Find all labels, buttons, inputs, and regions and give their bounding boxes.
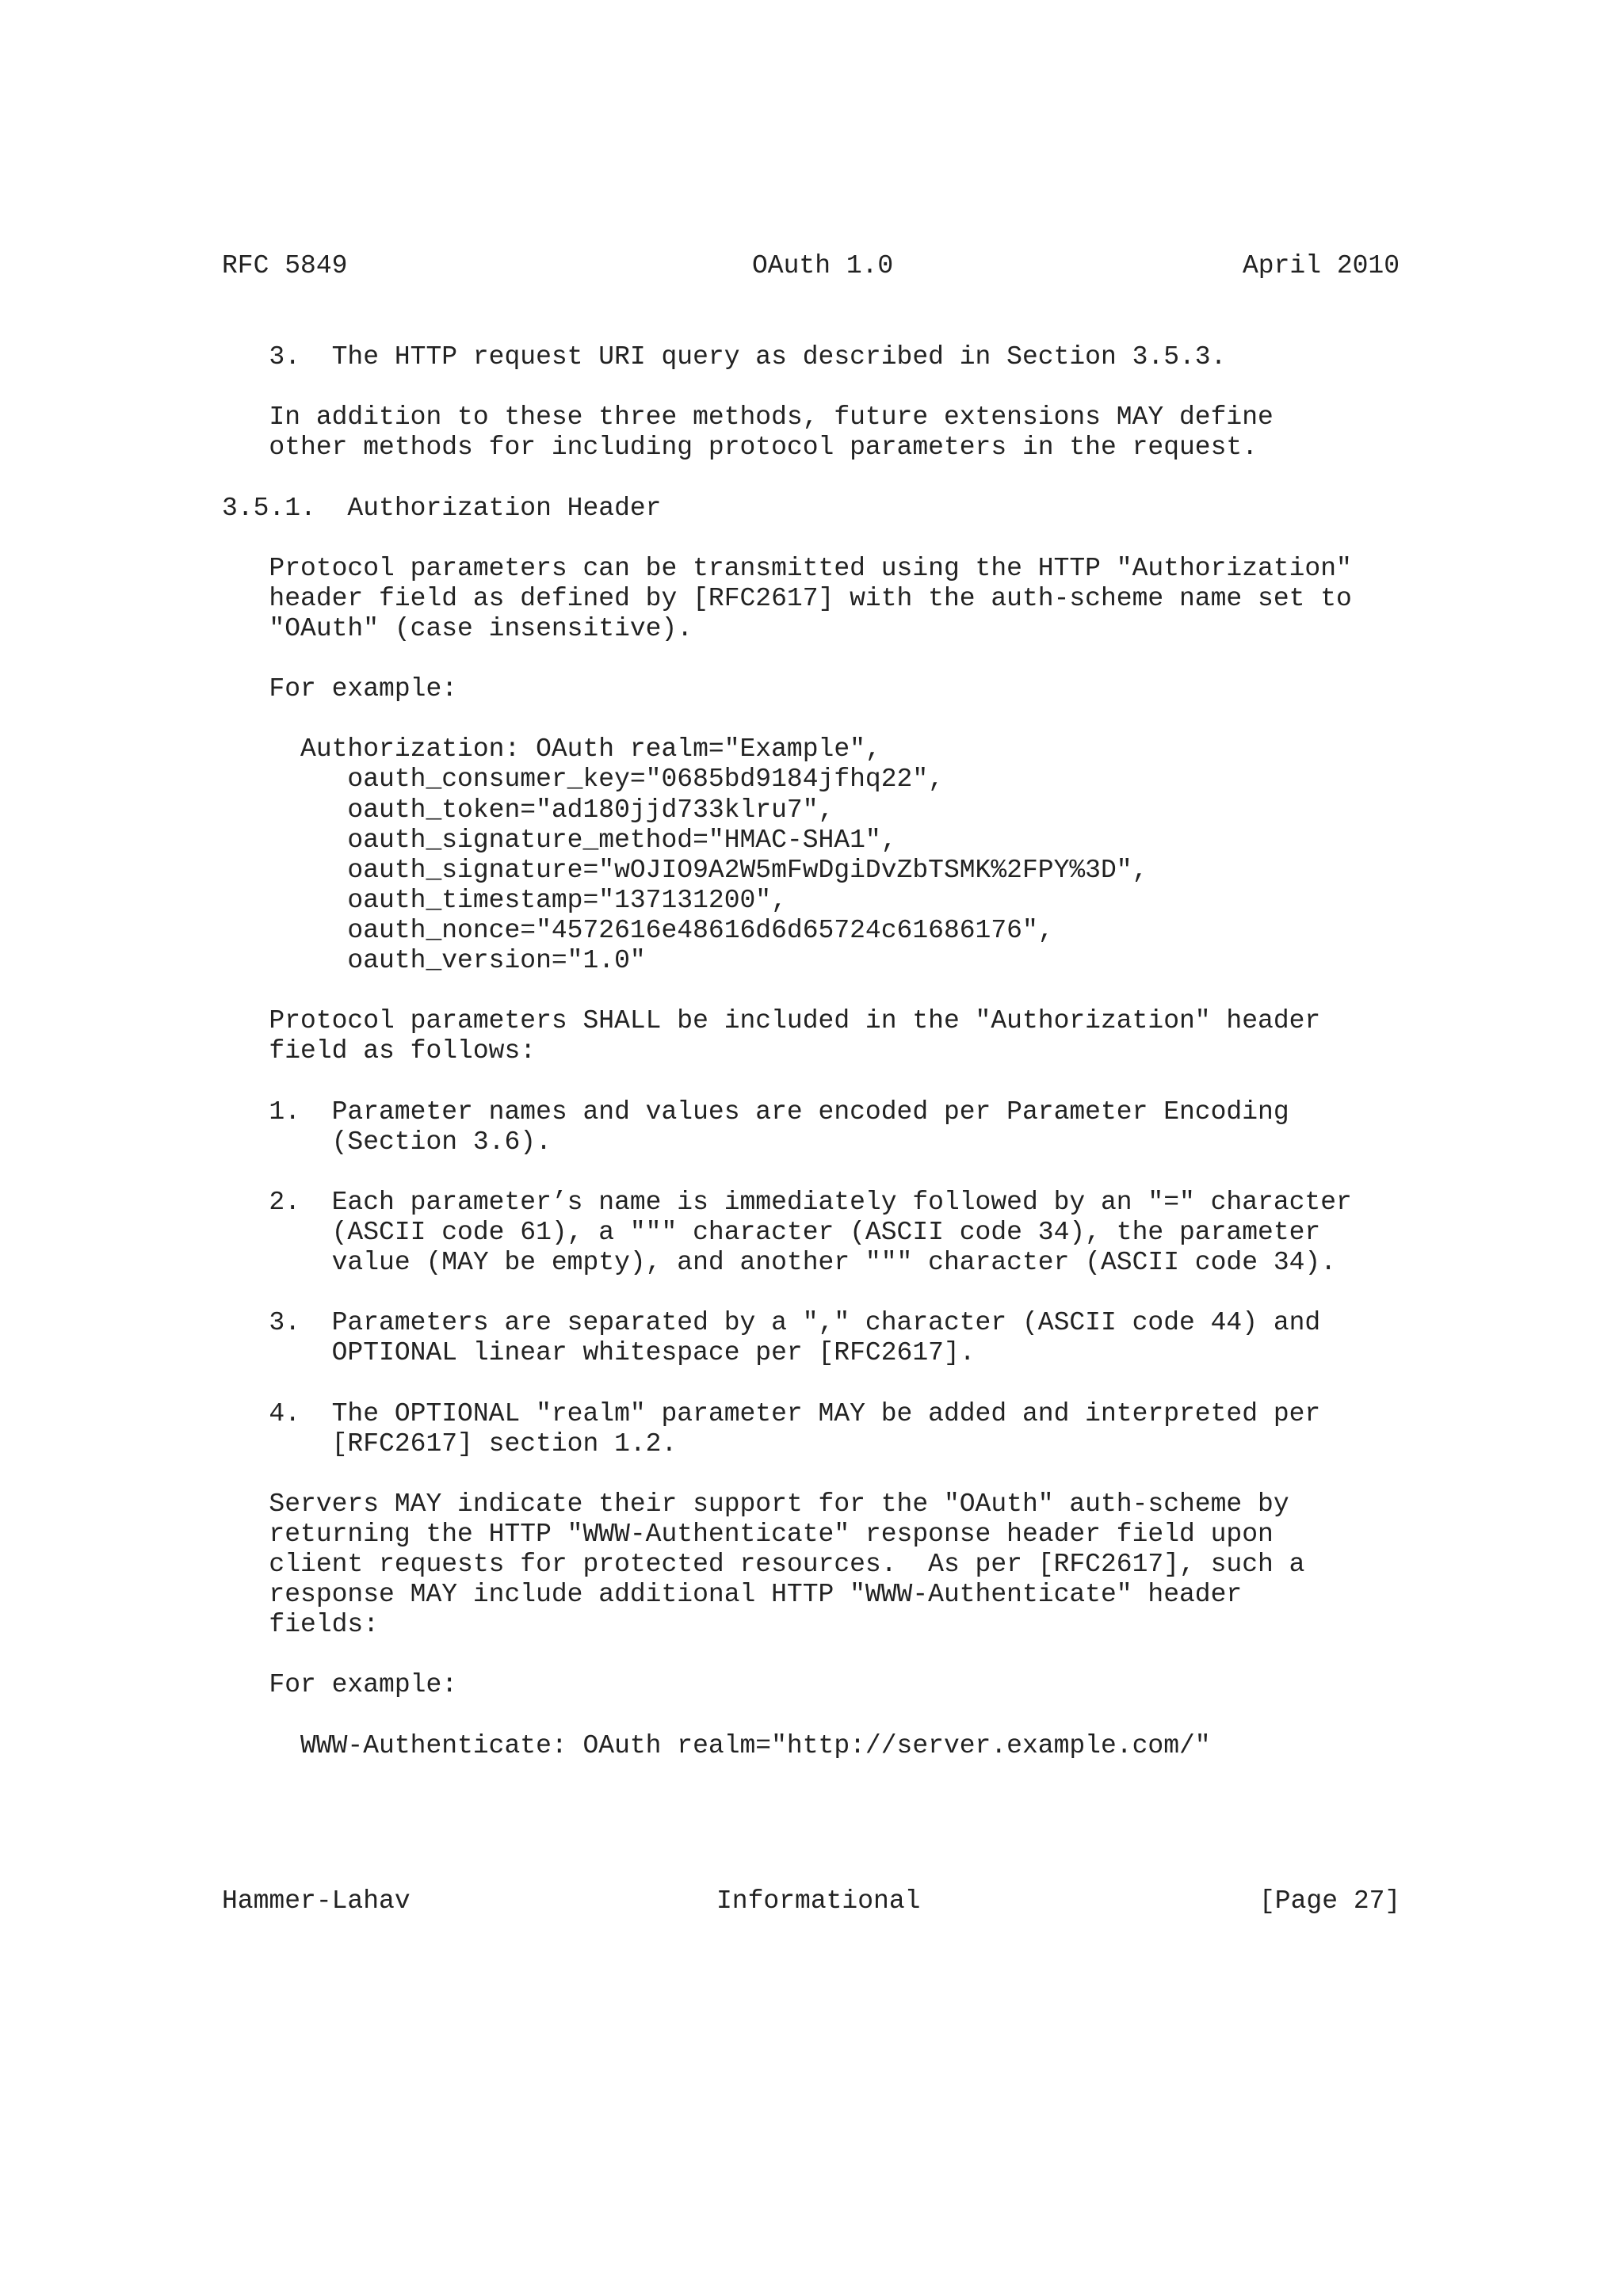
header-center: OAuth 1.0 xyxy=(752,251,894,280)
body-line: response MAY include additional HTTP "WWW-Authenticate" header xyxy=(222,1580,1243,1610)
body-line: 2. Each parameter’s name is immediately followed by an "=" character xyxy=(222,1187,1352,1217)
body-line: Servers MAY indicate their support for the "OAuth" auth-scheme by xyxy=(222,1489,1289,1519)
body-line: For example: xyxy=(222,1670,458,1700)
body-line: 3. Parameters are separated by a "," character (ASCII code 44) and xyxy=(222,1308,1321,1338)
body-line: fields: xyxy=(222,1610,380,1640)
body-line: oauth_consumer_key="0685bd9184jfhq22", xyxy=(222,765,944,795)
body-line: oauth_version="1.0" xyxy=(222,946,646,975)
body-line: 3. The HTTP request URI query as described in Section 3.5.3. xyxy=(222,342,1227,372)
body-line: Protocol parameters can be transmitted using the HTTP "Authorization" xyxy=(222,553,1352,583)
body-line: oauth_timestamp="137131200", xyxy=(222,885,787,915)
body-line: "OAuth" (case insensitive). xyxy=(222,613,693,643)
body-line: (Section 3.6). xyxy=(222,1127,552,1157)
body-line: OPTIONAL linear whitespace per [RFC2617]. xyxy=(222,1338,976,1368)
body-line: For example: xyxy=(222,674,458,704)
body-line: header field as defined by [RFC2617] with the auth-scheme name set to xyxy=(222,583,1352,613)
body-line: oauth_token="ad180jjd733klru7", xyxy=(222,795,834,825)
body-line: Protocol parameters SHALL be included in the "Authorization" header xyxy=(222,1006,1321,1036)
body-line: value (MAY be empty), and another """ character (ASCII code 34). xyxy=(222,1248,1337,1277)
body-line: field as follows: xyxy=(222,1036,537,1066)
footer-right: [Page 27] xyxy=(1259,1886,1401,1916)
body-line: returning the HTTP "WWW-Authenticate" response header field upon xyxy=(222,1519,1274,1549)
body-line: In addition to these three methods, future extensions MAY define xyxy=(222,402,1274,433)
body-line: (ASCII code 61), a """ character (ASCII code 34), the parameter xyxy=(222,1217,1321,1247)
body-line: oauth_signature_method="HMAC-SHA1", xyxy=(222,825,897,855)
header-left: RFC 5849 xyxy=(222,251,348,280)
body-line: oauth_signature="wOJIO9A2W5mFwDgiDvZbTSMK%2FPY%3D", xyxy=(222,855,1148,885)
body-line: Authorization: OAuth realm="Example", xyxy=(222,734,881,765)
body-line: WWW-Authenticate: OAuth realm="http://server.example.com/" xyxy=(222,1730,1211,1760)
footer-center: Informational xyxy=(716,1886,921,1916)
body-line: 3.5.1. Authorization Header xyxy=(222,493,662,523)
body-line: oauth_nonce="4572616e48616d6d65724c61686176", xyxy=(222,915,1054,945)
footer-left: Hammer-Lahav xyxy=(222,1886,411,1916)
body-line: client requests for protected resources. As per [RFC2617], such a xyxy=(222,1550,1305,1579)
header-right: April 2010 xyxy=(1243,251,1400,280)
body-line: 4. The OPTIONAL "realm" parameter MAY be added and interpreted per xyxy=(222,1398,1321,1428)
body-line: other methods for including protocol parameters in the request. xyxy=(222,433,1258,463)
body-line: [RFC2617] section 1.2. xyxy=(222,1428,678,1459)
body-line: 1. Parameter names and values are encoded per Parameter Encoding xyxy=(222,1097,1289,1127)
